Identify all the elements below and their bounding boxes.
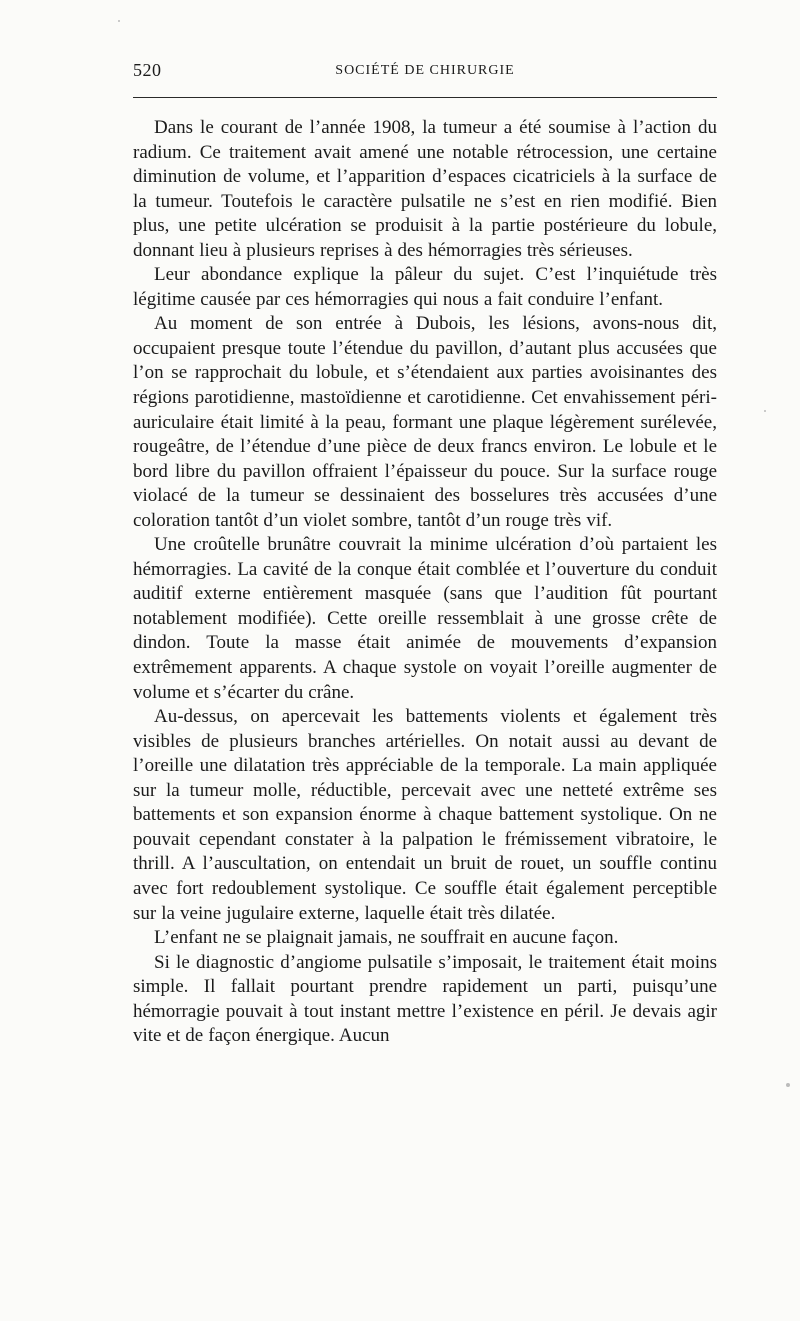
page-number: 520 xyxy=(133,60,162,80)
running-head: SOCIÉTÉ DE CHIRURGIE xyxy=(335,63,515,78)
body-text xyxy=(133,116,717,1049)
page-header xyxy=(133,60,717,86)
paragraph: Au-dessus, on apercevait les battements violents et également très visibles de plusieurs branches artérielles. On notait aussi au devant de l’oreille une dilatation très appréciable de la temporale. La main appliquée sur la tumeur molle, réductible, percevait avec une netteté extrême ses battements et son expansion énorme à chaque battement systolique. On ne pouvait cependant constater à la palpation le frémissement vibratoire, le thrill. A l’auscultation, on entendait un bruit de rouet, un souffle continu avec fort redoublement systolique. Ce souffle était également perceptible sur la veine jugulaire externe, laquelle était très dilatée. xyxy=(133,706,717,924)
paper-speck xyxy=(764,410,766,412)
paper-speck xyxy=(786,1083,790,1087)
paragraph: Une croûtelle brunâtre couvrait la minime ulcération d’où partaient les hémorragies. La cavité de la conque était comblée et l’ouverture du conduit auditif externe entièrement masquée (sans que l’audition fût pourtant notablement modifiée). Cette oreille ressemblait à une grosse crête de dindon. Toute la masse était animée de mouvements d’expansion extrêmement apparents. A chaque systole on voyait l’oreille augmenter de volume et s’écarter du crâne. xyxy=(133,534,717,703)
paragraph: Dans le courant de l’année 1908, la tumeur a été soumise à l’action du radium. Ce traitement avait amené une notable rétrocession, une certaine diminution de volume, et l’apparition d’espaces cicatriciels à la surface de la tumeur. Toutefois le caractère pulsatile ne s’est en rien modifié. Bien plus, une petite ulcération se produisit à la partie postérieure du lobule, donnant lieu à plusieurs reprises à des hémorragies très sérieuses. xyxy=(133,117,717,261)
paragraph: Leur abondance explique la pâleur du sujet. C’est l’inquiétude très légitime causée par ces hémorragies qui nous a fait conduire l’enfant. xyxy=(133,264,717,310)
paragraph: Au moment de son entrée à Dubois, les lésions, avons-nous dit, occupaient presque toute l’étendue du pavillon, d’autant plus accusées que l’on se rapprochait du lobule, et s’étendaient aux parties avoisinantes des régions parotidienne, mastoïdienne et carotidienne. Cet envahissement péri-auriculaire était limité à la peau, formant une plaque légèrement surélevée, rougeâtre, de l’étendue d’une pièce de deux francs environ. Le lobule et le bord libre du pavillon offraient l’épaisseur du pouce. Sur la surface rouge violacé de la tumeur se dessinaient des bosselures très accusées d’une coloration tantôt d’un violet sombre, tantôt d’un rouge très vif. xyxy=(133,313,717,531)
header-rule xyxy=(133,97,717,98)
paper-speck xyxy=(118,20,120,22)
paragraph: Si le diagnostic d’angiome pulsatile s’imposait, le traitement était moins simple. Il fallait pourtant prendre rapidement un parti, puisqu’une hémorragie pouvait à tout instant mettre l’existence en péril. Je devais agir vite et de façon énergique. Aucun xyxy=(133,951,717,1047)
paragraph: L’enfant ne se plaignait jamais, ne souffrait en aucune façon. xyxy=(154,927,619,949)
